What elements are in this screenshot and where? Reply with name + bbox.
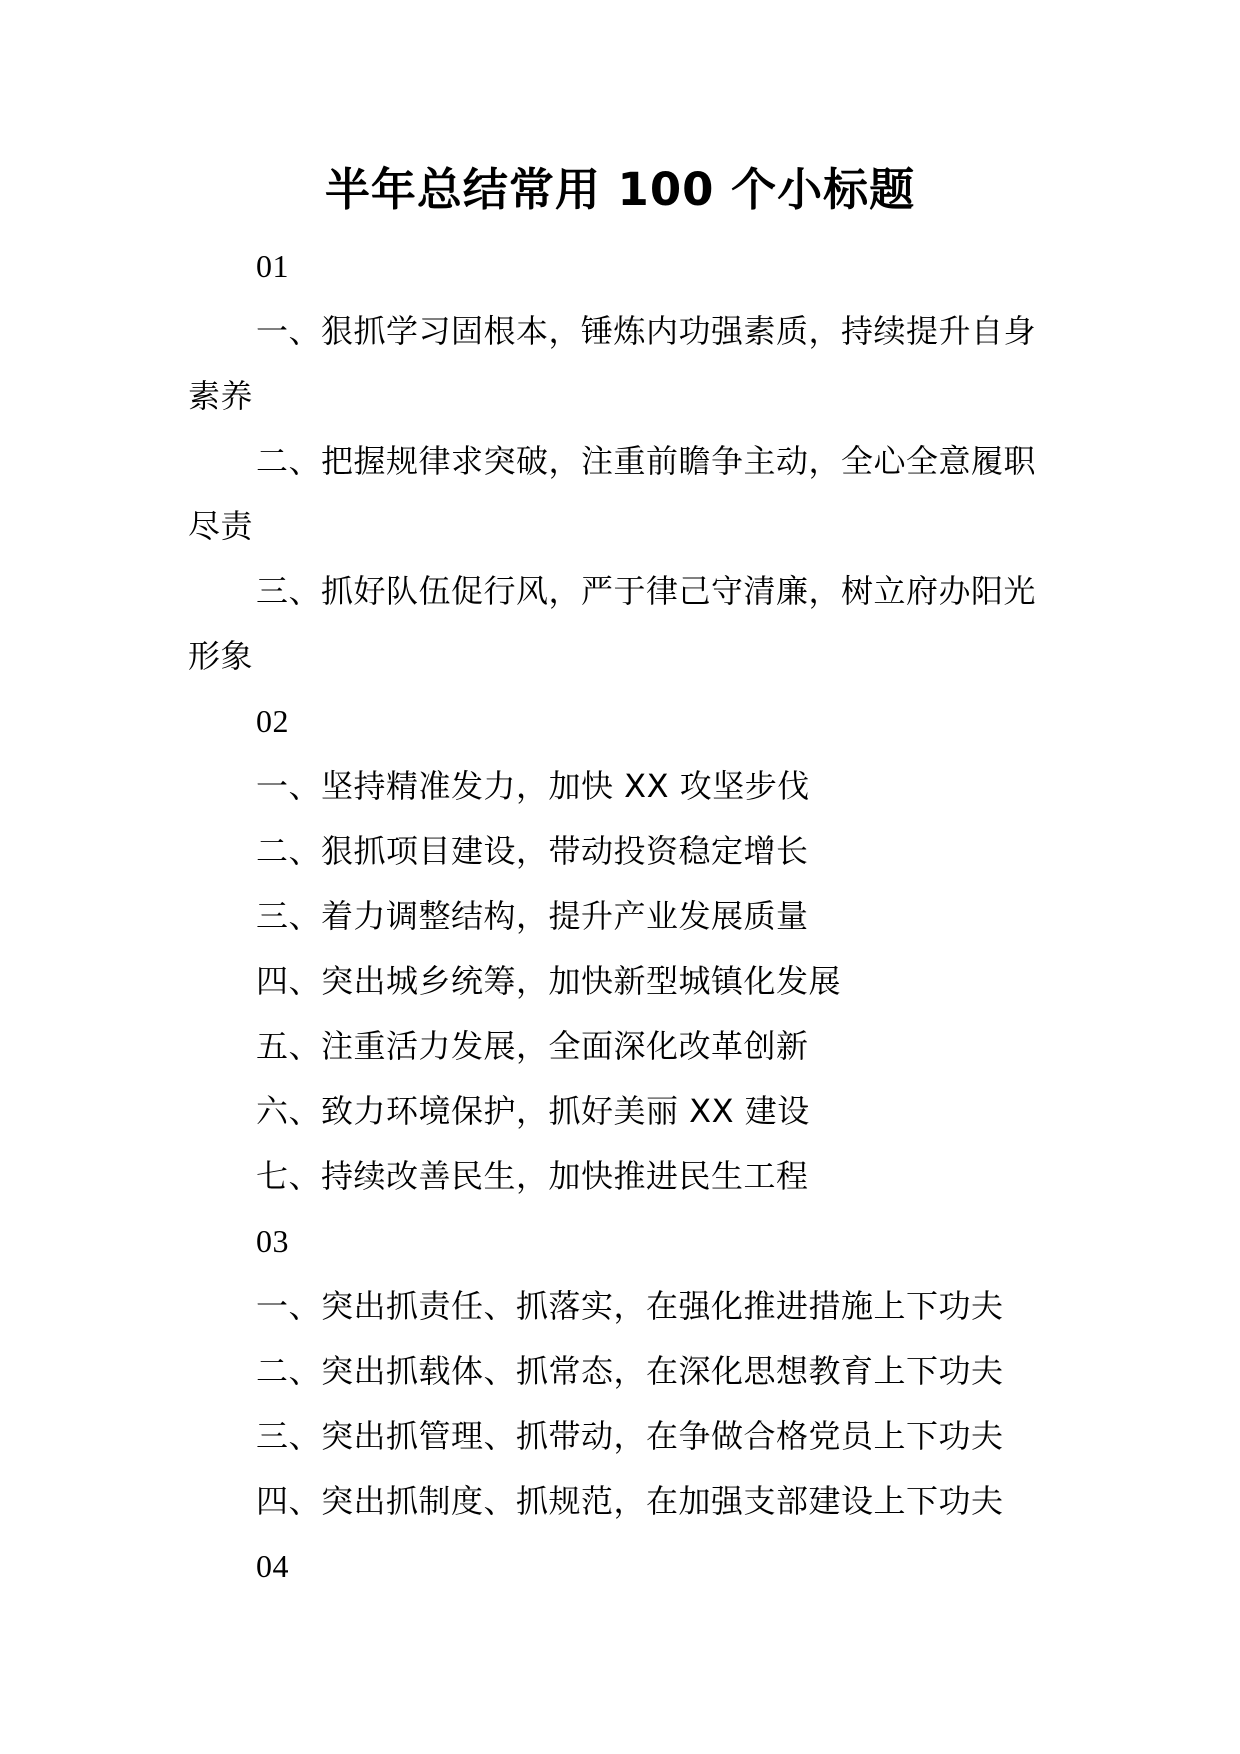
paragraph-heading: 一、坚持精准发力，加快 XX 攻坚步伐 bbox=[256, 767, 810, 805]
paragraph-heading: 七、持续改善民生，加快推进民生工程 bbox=[256, 1157, 809, 1195]
paragraph-heading: 一、狠抓学习固根本，锤炼内功强素质，持续提升自身素养 bbox=[188, 312, 1037, 415]
paragraph-heading: 三、抓好队伍促行风，严于律己守清廉，树立府办阳光形象 bbox=[188, 572, 1037, 675]
document-title: 半年总结常用 100 个小标题 bbox=[324, 163, 916, 216]
paragraph-heading: 二、把握规律求突破，注重前瞻争主动，全心全意履职尽责 bbox=[188, 442, 1037, 545]
paragraph-heading: 二、狠抓项目建设，带动投资稳定增长 bbox=[256, 832, 809, 870]
section-number-03: 03 bbox=[256, 1223, 289, 1259]
section-number-04: 04 bbox=[256, 1548, 289, 1584]
paragraph-heading: 五、注重活力发展，全面深化改革创新 bbox=[256, 1027, 809, 1065]
paragraph-heading: 三、突出抓管理、抓带动，在争做合格党员上下功夫 bbox=[256, 1417, 1004, 1455]
paragraph-heading: 四、突出抓制度、抓规范，在加强支部建设上下功夫 bbox=[256, 1482, 1004, 1520]
paragraph-heading: 四、突出城乡统筹，加快新型城镇化发展 bbox=[256, 962, 842, 1000]
paragraph-heading: 六、致力环境保护，抓好美丽 XX 建设 bbox=[256, 1092, 810, 1130]
section-number-01: 01 bbox=[256, 248, 289, 284]
document-body bbox=[188, 234, 1058, 1599]
paragraph-heading: 一、突出抓责任、抓落实，在强化推进措施上下功夫 bbox=[256, 1287, 1004, 1325]
section-number-02: 02 bbox=[256, 703, 289, 739]
paragraph-heading: 三、着力调整结构，提升产业发展质量 bbox=[256, 897, 809, 935]
paragraph-heading: 二、突出抓载体、抓常态，在深化思想教育上下功夫 bbox=[256, 1352, 1004, 1390]
